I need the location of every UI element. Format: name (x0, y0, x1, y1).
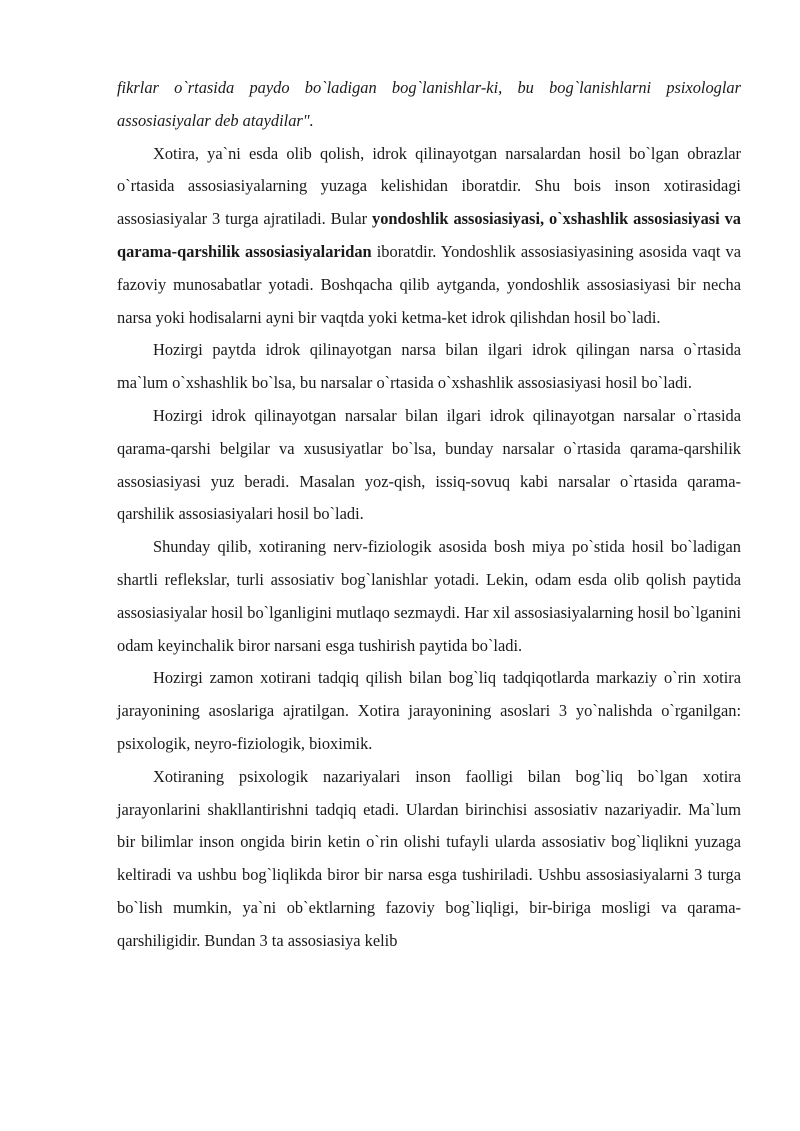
paragraph-psychological-theories: Xotiraning psixologik nazariyalari inson faolligi bilan bog`liq bo`lgan xotira jarayonlarini shakllantirishni tadqiq etadi. Ulardan birinchisi assosiativ nazariyadir. Ma`lum bir bilimlar inson ongida birin ketin o`rin olishi tufayli ularda assosiativ bog`liqlikni yuzaga keltiradi va ushbu bog`liqlikda biror bir narsa esga tushiriladi. Ushbu assosiasiyalarni 3 turga bo`lish mumkin, ya`ni ob`ektlarning fazoviy bog`liqligi, bir-biriga mosligi va qarama-qarshiligidir. Bundan 3 ta assosiasiya kelib (117, 766, 741, 950)
bold-association-terms: yondoshlik assosiasiyasi, o`xshashlik assosiasiyasi va qarama-qarshilik assosiasiyalaridan (117, 209, 741, 261)
document-page (117, 72, 741, 958)
paragraph-text: Xotira, ya`ni esda olib qolish, idrok qilinayotgan narsalardan hosil bo`lgan obrazlar o`rtasida assosiasiyalarning yuzaga kelishidan iboratdir. Shu bois inson xotirasidagi assosiasiyalar 3 turga ajratiladi. Bular (117, 143, 741, 229)
paragraph-modern-research: Hozirgi zamon xotirani tadqiq qilish bilan bog`liq tadqiqotlarda markaziy o`rin xotira jarayonining asoslariga ajratilgan. Xotira jarayonining asoslari 3 yo`nalishda o`rganilgan: psixologik, neyro-fiziologik, bioximik. (117, 668, 741, 753)
paragraph-neurophysiology: Shunday qilib, xotiraning nerv-fiziologik asosida bosh miya po`stida hosil bo`ladigan shartli reflekslar, turli assosiativ bog`lanishlar yotadi. Lekin, odam esda olib qolish paytida assosiasiyalar hosil bo`lganligini mutlaqo sezmaydi. Har xil assosiasiyalarning hosil bo`lganini odam keyinchalik biror narsani esga tushirish paytida bo`ladi. (117, 537, 741, 655)
paragraph-continuation: fikrlar o`rtasida paydo bo`ladigan bog`lanishlar-ki, bu bog`lanishlarni psixologlar assosiasiyalar deb ataydilar". (117, 78, 741, 130)
paragraph-association-types (117, 138, 741, 335)
paragraph-text: iboratdir. Yondoshlik assosiasiyasining asosida vaqt va fazoviy munosabatlar yotadi. Boshqacha qilib aytganda, yondoshlik assosiasiyasi bir necha narsa yoki hodisalarni ayni bir vaqtda yoki ketma-ket idrok qilishdan hosil bo`ladi. (117, 241, 741, 327)
paragraph-similarity: Hozirgi paytda idrok qilinayotgan narsa bilan ilgari idrok qilingan narsa o`rtasida ma`lum o`xshashlik bo`lsa, bu narsalar o`rtasida o`xshashlik assosiasiyasi hosil bo`ladi. (117, 340, 741, 393)
paragraph-contrast: Hozirgi idrok qilinayotgan narsalar bilan ilgari idrok qilinayotgan narsalar o`rtasida qarama-qarshi belgilar va xususiyatlar bo`lsa, bunday narsalar o`rtasida qarama-qarshilik assosiasiyasi yuz beradi. Masalan yoz-qish, issiq-sovuq kabi narsalar o`rtasida qarama-qarshilik assosiasiyalari hosil bo`ladi. (117, 405, 741, 524)
